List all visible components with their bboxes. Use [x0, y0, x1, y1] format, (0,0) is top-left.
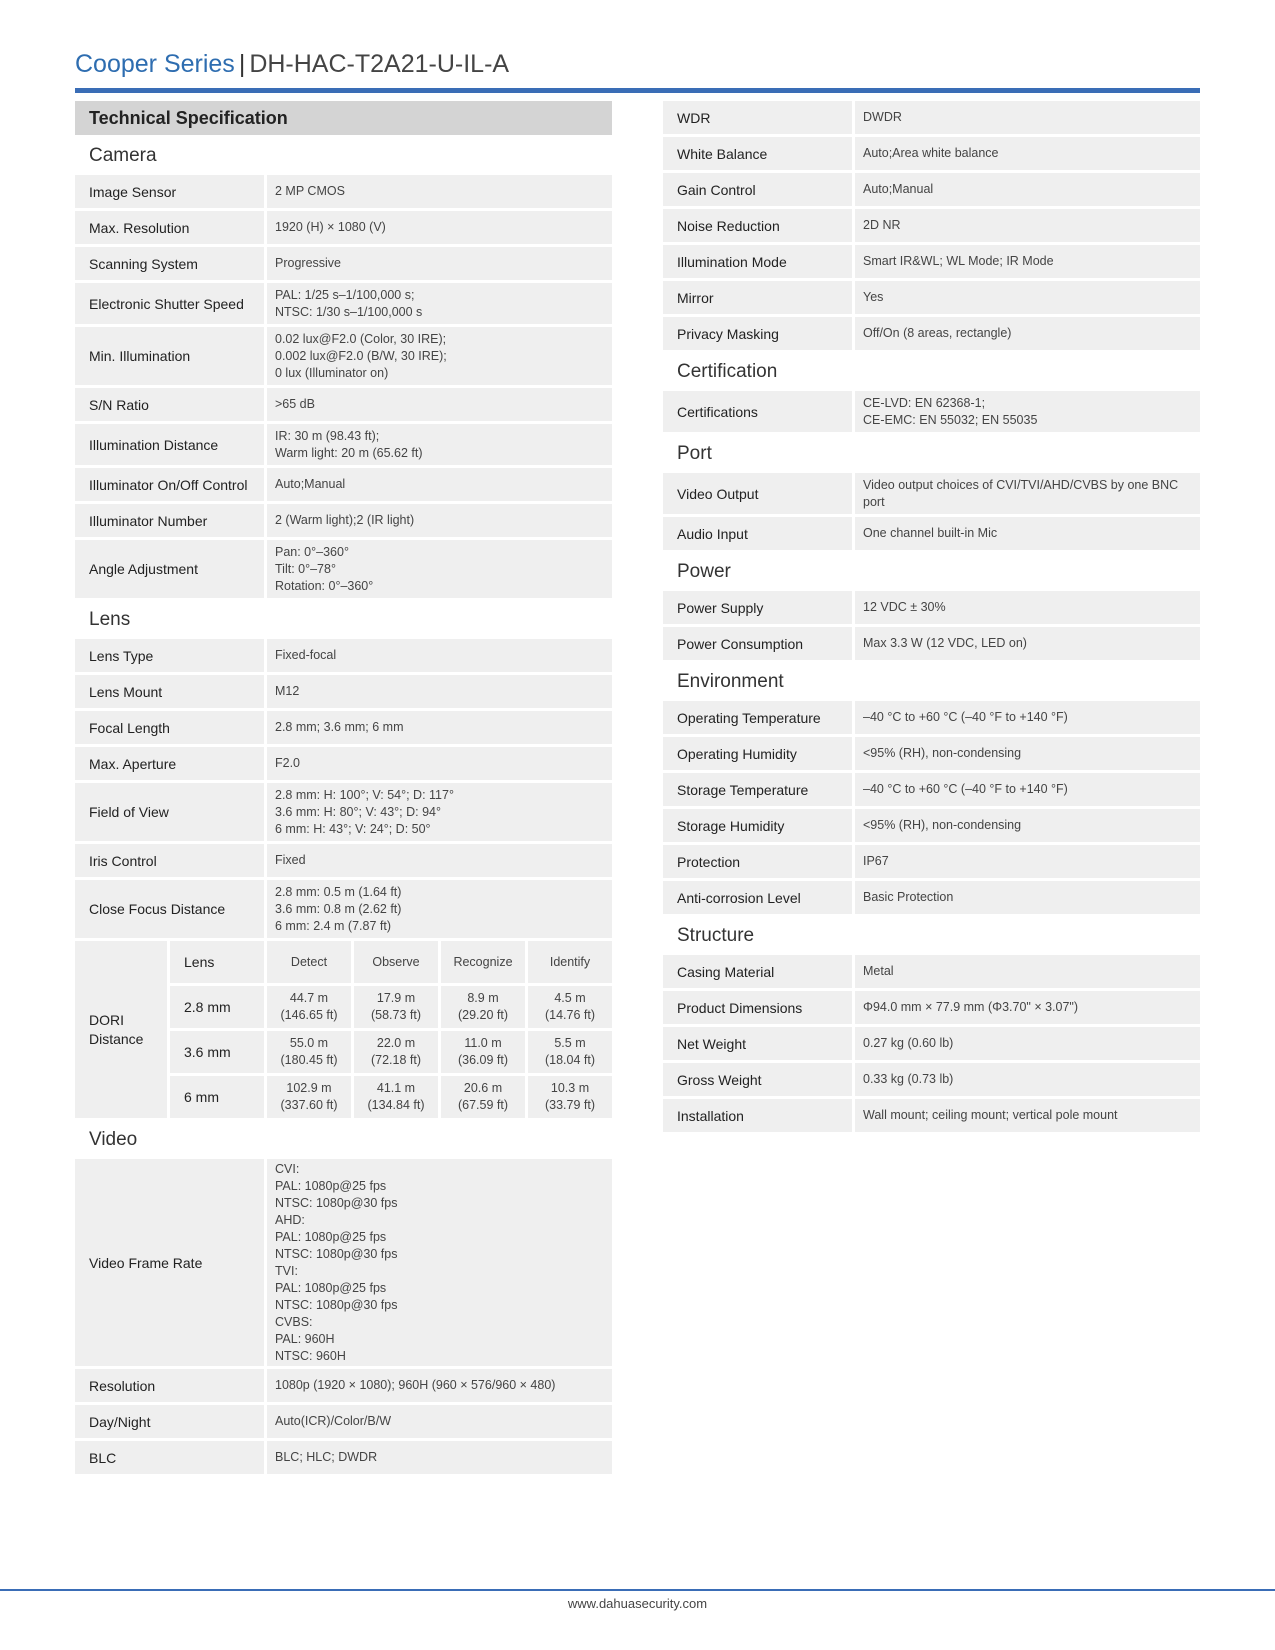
series-name: Cooper Series [75, 50, 235, 78]
spec-row-power-consumption [663, 627, 1200, 660]
spec-label: Product Dimensions [663, 991, 852, 1024]
spec-row-operating-humidity [663, 737, 1200, 770]
dori-row-2-8-mm [170, 986, 612, 1028]
spec-row-white-balance [663, 137, 1200, 170]
spec-label: Anti-corrosion Level [663, 881, 852, 914]
spec-row-product-dimensions [663, 991, 1200, 1024]
spec-value: CE-LVD: EN 62368-1; CE-EMC: EN 55032; EN 55035 [855, 391, 1200, 432]
dori-row-3-6-mm [170, 1031, 612, 1073]
spec-value: Pan: 0°–360° Tilt: 0°–78° Rotation: 0°–360° [267, 540, 612, 598]
spec-value: 0.27 kg (0.60 lb) [855, 1027, 1200, 1060]
spec-row-audio-input [663, 517, 1200, 550]
spec-value: Max 3.3 W (12 VDC, LED on) [855, 627, 1200, 660]
dori-cell: 4.5 m (14.76 ft) [528, 986, 612, 1028]
spec-row-close-focus-distance [75, 880, 612, 938]
spec-value: Smart IR&WL; WL Mode; IR Mode [855, 245, 1200, 278]
spec-row-illuminator-number [75, 504, 612, 537]
spec-value: 1080p (1920 × 1080); 960H (960 × 576/960 × 480) [267, 1369, 612, 1402]
spec-value: 1920 (H) × 1080 (V) [267, 211, 612, 244]
spec-row-illumination-mode [663, 245, 1200, 278]
dori-cell: 17.9 m (58.73 ft) [354, 986, 438, 1028]
spec-row-storage-humidity [663, 809, 1200, 842]
spec-value: IR: 30 m (98.43 ft); Warm light: 20 m (65.62 ft) [267, 424, 612, 465]
spec-value: 12 VDC ± 30% [855, 591, 1200, 624]
section-title-structure: Structure [677, 925, 755, 946]
spec-value: Wall mount; ceiling mount; vertical pole mount [855, 1099, 1200, 1132]
footer-website: www.dahuasecurity.com [567, 1596, 708, 1611]
section-title-lens: Lens [89, 609, 131, 630]
spec-value: Basic Protection [855, 881, 1200, 914]
title-separator: | [238, 50, 246, 78]
spec-value: F2.0 [267, 747, 612, 780]
spec-label: Certifications [663, 391, 852, 432]
dori-cell: 8.9 m (29.20 ft) [441, 986, 525, 1028]
spec-row-electronic-shutter-speed [75, 283, 612, 324]
spec-row-image-sensor [75, 175, 612, 208]
spec-value: PAL: 1/25 s–1/100,000 s; NTSC: 1/30 s–1/100,000 s [267, 283, 612, 324]
dori-lens: 3.6 mm [170, 1031, 264, 1073]
spec-row-max-aperture [75, 747, 612, 780]
spec-label: Power Supply [663, 591, 852, 624]
spec-label: Gross Weight [663, 1063, 852, 1096]
spec-label: Gain Control [663, 173, 852, 206]
section-title-environment: Environment [677, 671, 784, 692]
spec-row-video-output [663, 473, 1200, 514]
spec-column-left [75, 101, 612, 1477]
spec-label: Mirror [663, 281, 852, 314]
dori-label: DORI Distance [75, 941, 167, 1118]
spec-label: WDR [663, 101, 852, 134]
spec-label: Casing Material [663, 955, 852, 988]
spec-row-blc [75, 1441, 612, 1474]
dori-header-observe: Observe [354, 941, 438, 983]
spec-label: Illumination Distance [75, 424, 264, 465]
section-title-certification: Certification [677, 361, 778, 382]
spec-label: Illumination Mode [663, 245, 852, 278]
spec-value: Video output choices of CVI/TVI/AHD/CVBS by one BNC port [855, 473, 1200, 514]
spec-row-noise-reduction [663, 209, 1200, 242]
dori-cell: 10.3 m (33.79 ft) [528, 1076, 612, 1118]
spec-value: Auto;Manual [267, 468, 612, 501]
page-header [75, 44, 1200, 92]
section-title-camera: Camera [89, 145, 157, 166]
spec-label: White Balance [663, 137, 852, 170]
section-title-video: Video [89, 1129, 138, 1150]
dori-header-recognize: Recognize [441, 941, 525, 983]
dori-lens: 6 mm [170, 1076, 264, 1118]
model-number: DH-HAC-T2A21-U-IL-A [249, 50, 510, 78]
spec-row-resolution [75, 1369, 612, 1402]
dori-cell: 11.0 m (36.09 ft) [441, 1031, 525, 1073]
spec-value: Auto(ICR)/Color/B/W [267, 1405, 612, 1438]
spec-label: Close Focus Distance [75, 880, 264, 938]
spec-value: One channel built-in Mic [855, 517, 1200, 550]
spec-value: Φ94.0 mm × 77.9 mm (Φ3.70" × 3.07") [855, 991, 1200, 1024]
spec-row-lens-type [75, 639, 612, 672]
spec-row-certifications [663, 391, 1200, 432]
spec-label: Image Sensor [75, 175, 264, 208]
spec-value: Off/On (8 areas, rectangle) [855, 317, 1200, 350]
spec-label: Operating Temperature [663, 701, 852, 734]
section-title-port: Port [677, 443, 712, 464]
spec-row-field-of-view [75, 783, 612, 841]
spec-label: Video Output [663, 473, 852, 514]
spec-row-lens-mount [75, 675, 612, 708]
spec-label: Storage Humidity [663, 809, 852, 842]
spec-label: Video Frame Rate [75, 1159, 264, 1366]
spec-value: <95% (RH), non-condensing [855, 809, 1200, 842]
spec-value: –40 °C to +60 °C (–40 °F to +140 °F) [855, 701, 1200, 734]
spec-value: 0.33 kg (0.73 lb) [855, 1063, 1200, 1096]
spec-row-max-resolution [75, 211, 612, 244]
dori-cell: 5.5 m (18.04 ft) [528, 1031, 612, 1073]
spec-value: 2D NR [855, 209, 1200, 242]
dori-cell: 41.1 m (134.84 ft) [354, 1076, 438, 1118]
spec-value: 2.8 mm: H: 100°; V: 54°; D: 117° 3.6 mm: H: 80°; V: 43°; D: 94° 6 mm: H: 43°; V: 24°; D: 50° [267, 783, 612, 841]
spec-value: Progressive [267, 247, 612, 280]
spec-value: Auto;Manual [855, 173, 1200, 206]
spec-label: Focal Length [75, 711, 264, 744]
spec-value: 2 MP CMOS [267, 175, 612, 208]
spec-value: IP67 [855, 845, 1200, 878]
spec-label: Min. Illumination [75, 327, 264, 385]
spec-value: DWDR [855, 101, 1200, 134]
footer-divider [0, 1589, 1275, 1591]
spec-row-power-supply [663, 591, 1200, 624]
dori-cell: 55.0 m (180.45 ft) [267, 1031, 351, 1073]
spec-label: Storage Temperature [663, 773, 852, 806]
dori-header-row [170, 941, 612, 983]
spec-row-illuminator-on-off-control [75, 468, 612, 501]
spec-row-scanning-system [75, 247, 612, 280]
spec-value: Fixed-focal [267, 639, 612, 672]
spec-row-mirror [663, 281, 1200, 314]
spec-row-min-illumination [75, 327, 612, 385]
header-divider [75, 88, 1200, 93]
spec-row-anti-corrosion-level [663, 881, 1200, 914]
dori-table [75, 941, 612, 1118]
spec-value: Auto;Area white balance [855, 137, 1200, 170]
spec-row-gross-weight [663, 1063, 1200, 1096]
spec-label: Day/Night [75, 1405, 264, 1438]
spec-label: Field of View [75, 783, 264, 841]
spec-value: 2 (Warm light);2 (IR light) [267, 504, 612, 537]
spec-row-angle-adjustment [75, 540, 612, 598]
dori-row-6-mm [170, 1076, 612, 1118]
spec-value: >65 dB [267, 388, 612, 421]
spec-label: S/N Ratio [75, 388, 264, 421]
dori-header-detect: Detect [267, 941, 351, 983]
spec-value: –40 °C to +60 °C (–40 °F to +140 °F) [855, 773, 1200, 806]
spec-row-gain-control [663, 173, 1200, 206]
page-title [75, 44, 1200, 84]
spec-label: Scanning System [75, 247, 264, 280]
spec-value: Yes [855, 281, 1200, 314]
spec-row-focal-length [75, 711, 612, 744]
spec-label: BLC [75, 1441, 264, 1474]
spec-row-privacy-masking [663, 317, 1200, 350]
spec-row-illumination-distance [75, 424, 612, 465]
spec-row-wdr [663, 101, 1200, 134]
spec-value: M12 [267, 675, 612, 708]
dori-cell: 20.6 m (67.59 ft) [441, 1076, 525, 1118]
spec-label: Net Weight [663, 1027, 852, 1060]
spec-label: Lens Type [75, 639, 264, 672]
spec-value: CVI: PAL: 1080p@25 fps NTSC: 1080p@30 fps AHD: PAL: 1080p@25 fps NTSC: 1080p@30 fps TVI: PAL: 1080p@25 fps NTSC: 1080p@30 fps CVBS: PAL: 960H NTSC: 960H [267, 1159, 612, 1366]
spec-value: 0.02 lux@F2.0 (Color, 30 IRE); 0.002 lux@F2.0 (B/W, 30 IRE); 0 lux (Illuminator on) [267, 327, 612, 385]
spec-row-iris-control [75, 844, 612, 877]
dori-grid [170, 941, 612, 1118]
dori-lens: 2.8 mm [170, 986, 264, 1028]
spec-value: BLC; HLC; DWDR [267, 1441, 612, 1474]
spec-row-storage-temperature [663, 773, 1200, 806]
spec-label: Power Consumption [663, 627, 852, 660]
spec-label: Operating Humidity [663, 737, 852, 770]
spec-label: Illuminator On/Off Control [75, 468, 264, 501]
spec-label: Installation [663, 1099, 852, 1132]
spec-row-s-n-ratio [75, 388, 612, 421]
spec-row-day-night [75, 1405, 612, 1438]
spec-label: Lens Mount [75, 675, 264, 708]
spec-label: Max. Aperture [75, 747, 264, 780]
spec-row-operating-temperature [663, 701, 1200, 734]
spec-value: <95% (RH), non-condensing [855, 737, 1200, 770]
spec-column-right [663, 101, 1200, 1135]
spec-label: Noise Reduction [663, 209, 852, 242]
dori-header-identify: Identify [528, 941, 612, 983]
spec-value: Metal [855, 955, 1200, 988]
spec-label: Protection [663, 845, 852, 878]
spec-label: Illuminator Number [75, 504, 264, 537]
spec-label: Electronic Shutter Speed [75, 283, 264, 324]
spec-row-installation [663, 1099, 1200, 1132]
spec-label: Audio Input [663, 517, 852, 550]
spec-label: Iris Control [75, 844, 264, 877]
dori-cell: 22.0 m (72.18 ft) [354, 1031, 438, 1073]
spec-row-protection [663, 845, 1200, 878]
spec-value: 2.8 mm; 3.6 mm; 6 mm [267, 711, 612, 744]
dori-header-lens: Lens [170, 941, 264, 983]
dori-cell: 44.7 m (146.65 ft) [267, 986, 351, 1028]
spec-title: Technical Specification [75, 101, 612, 135]
spec-row-casing-material [663, 955, 1200, 988]
section-title-power: Power [677, 561, 731, 582]
spec-value: 2.8 mm: 0.5 m (1.64 ft) 3.6 mm: 0.8 m (2.62 ft) 6 mm: 2.4 m (7.87 ft) [267, 880, 612, 938]
spec-label: Angle Adjustment [75, 540, 264, 598]
spec-label: Resolution [75, 1369, 264, 1402]
spec-row-video-frame-rate [75, 1159, 612, 1366]
spec-value: Fixed [267, 844, 612, 877]
spec-label: Max. Resolution [75, 211, 264, 244]
spec-row-net-weight [663, 1027, 1200, 1060]
dori-cell: 102.9 m (337.60 ft) [267, 1076, 351, 1118]
spec-label: Privacy Masking [663, 317, 852, 350]
